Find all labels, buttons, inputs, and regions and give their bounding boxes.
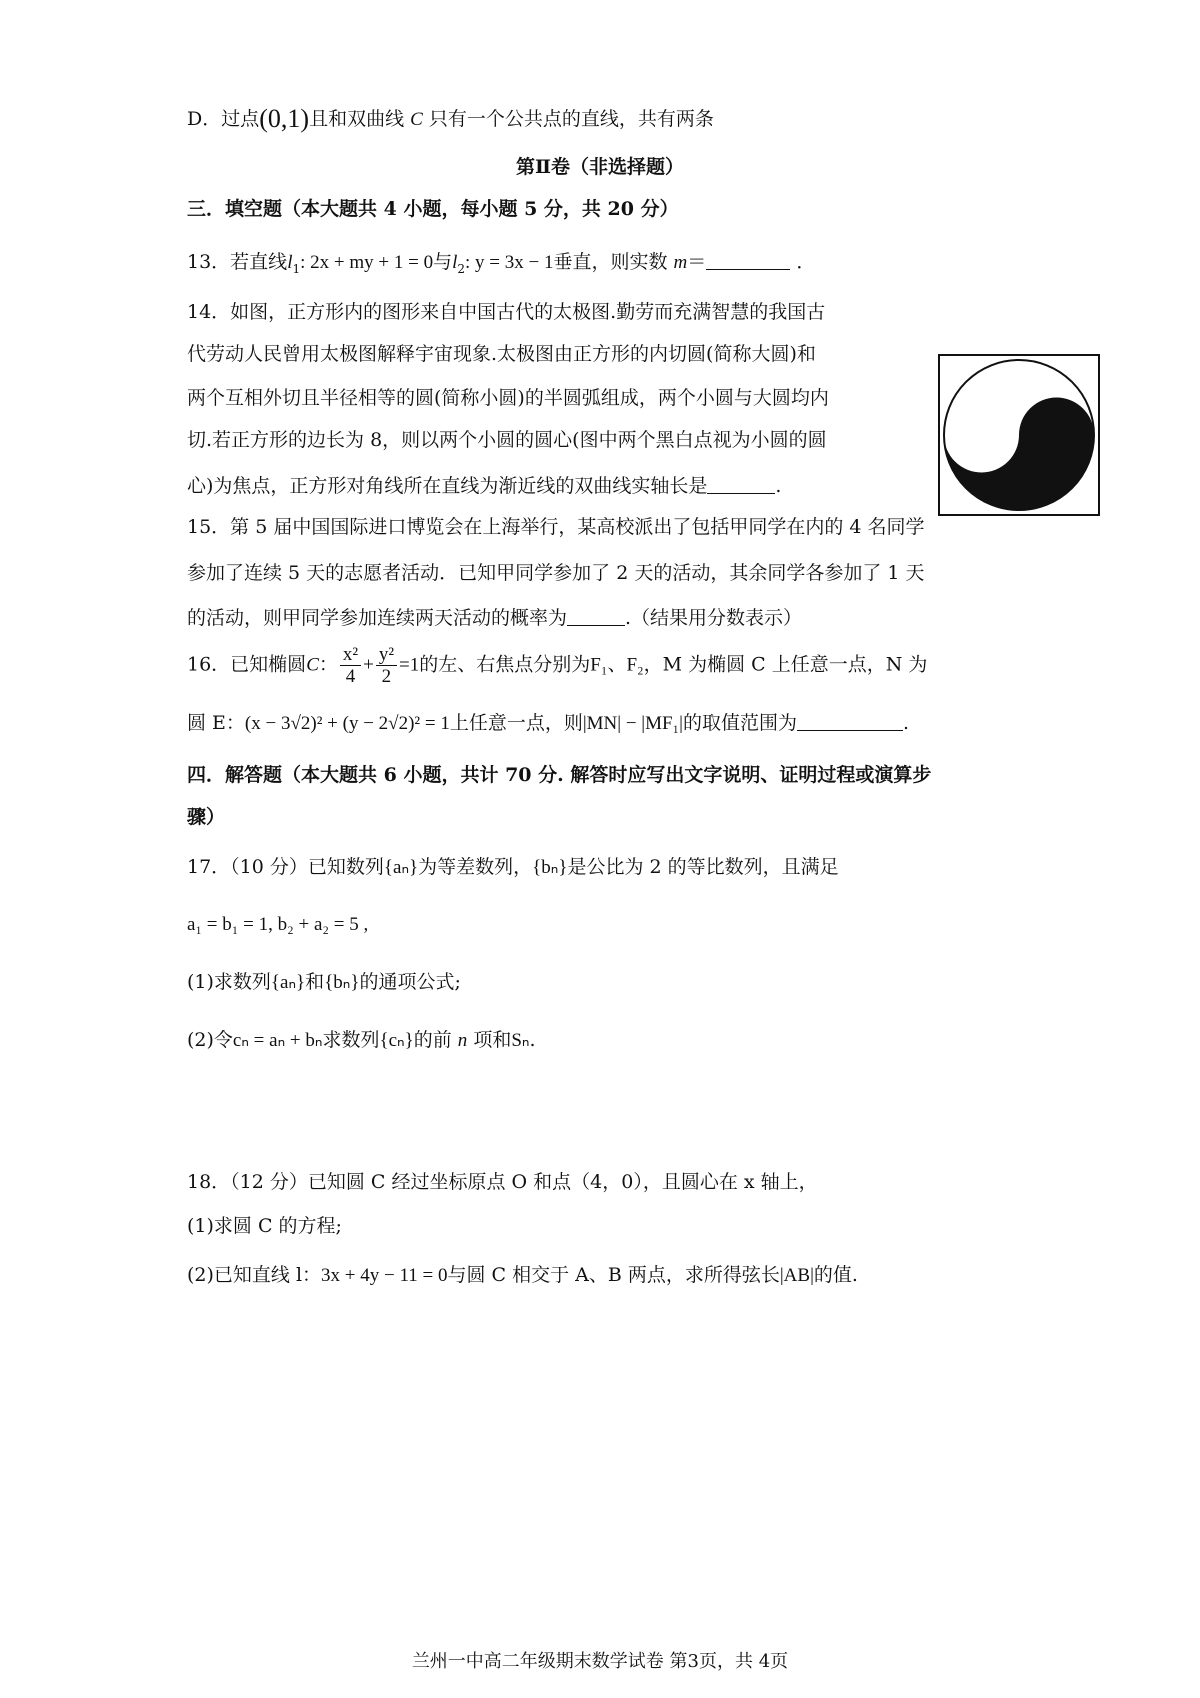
section-three-heading: 三．填空题（本大题共 4 小题，每小题 5 分，共 20 分） [187, 198, 679, 220]
question-18-line-1: 18．（12 分）已知圆 C 经过坐标原点 O 和点（4，0），且圆心在 x 轴上， [187, 1171, 818, 1193]
answer-blank-15 [567, 607, 625, 626]
taiji-figure [938, 354, 1100, 516]
question-14-line-3: 两个互相外切且半径相等的圆(简称小圆)的半圆弧组成，两个小圆与大圆均内 [187, 387, 829, 409]
section-four-heading-line-2: 骤） [187, 806, 226, 828]
section-four-heading-line-1: 四．解答题（本大题共 6 小题，共计 70 分. 解答时应写出文字说明、证明过程或演算步 [187, 764, 932, 786]
question-14-line-5: 心)为焦点，正方形对角线所在直线为渐近线的双曲线实轴长是 . [187, 475, 782, 497]
question-17-part-2: (2)令cₙ = aₙ + bₙ求数列{cₙ}的前 n 项和Sₙ. [187, 1029, 536, 1051]
question-17-part-1: (1)求数列{aₙ}和{bₙ}的通项公式; [187, 971, 461, 993]
answer-blank-13 [706, 251, 790, 270]
question-14-line-1: 14．如图，正方形内的图形来自中国古代的太极图.勤劳而充满智慧的我国古 [187, 301, 826, 323]
question-16-line-1: 16．已知椭圆C： $\frac{\text{x²}}{4}$ + $\frac{\text{y²}}{2}$ =1的左、右焦点分别为F₁、F₂，M 为椭圆 C 上任意一点，N 为 [187, 644, 928, 687]
question-14-line-2: 代劳动人民曾用太极图解释宇宙现象.太极图由正方形的内切圆(简称大圆)和 [187, 343, 816, 365]
option-d: D．过点(0,1)且和双曲线 C 只有一个公共点的直线，共有两条 [187, 104, 714, 133]
question-15-line-1: 15．第 5 届中国国际进口博览会在上海举行，某高校派出了包括甲同学在内的 4 名同学 [187, 516, 925, 538]
question-17-condition: a₁ = b₁ = 1, b₂ + a₂ = 5 , [187, 914, 369, 935]
question-18-part-1: (1)求圆 C 的方程; [187, 1215, 342, 1237]
question-16-line-2: 圆 E：(x − 3√2)² + (y − 2√2)² = 1上任意一点，则|MN| − |MF₁|的取值范围为 . [187, 712, 910, 734]
question-15-line-2: 参加了连续 5 天的志愿者活动．已知甲同学参加了 2 天的活动，其余同学各参加了 1 天 [187, 562, 925, 584]
question-14-line-4: 切.若正方形的边长为 8，则以两个小圆的圆心(图中两个黑白点视为小圆的圆 [187, 429, 827, 451]
page-footer: 兰州一中高二年级期末数学试卷 第3页，共 4页 [411, 1651, 789, 1672]
answer-blank-16 [797, 712, 903, 731]
question-15-line-3: 的活动，则甲同学参加连续两天活动的概率为 .（结果用分数表示） [187, 607, 803, 629]
answer-blank-14 [707, 475, 775, 494]
question-18-part-2: (2)已知直线 l：3x + 4y − 11 = 0与圆 C 相交于 A、B 两点，求所得弦长|AB|的值. [187, 1264, 858, 1286]
part-title: 第Ⅱ卷（非选择题） [515, 156, 684, 178]
question-13: 13．若直线$l_1$: 2x + my + 1 = 0与$l_2$: y = 3x − 1垂直，则实数 m＝ ． [187, 251, 816, 276]
question-17-line-1: 17．（10 分）已知数列{aₙ}为等差数列，{bₙ}是公比为 2 的等比数列，且满足 [187, 856, 839, 878]
